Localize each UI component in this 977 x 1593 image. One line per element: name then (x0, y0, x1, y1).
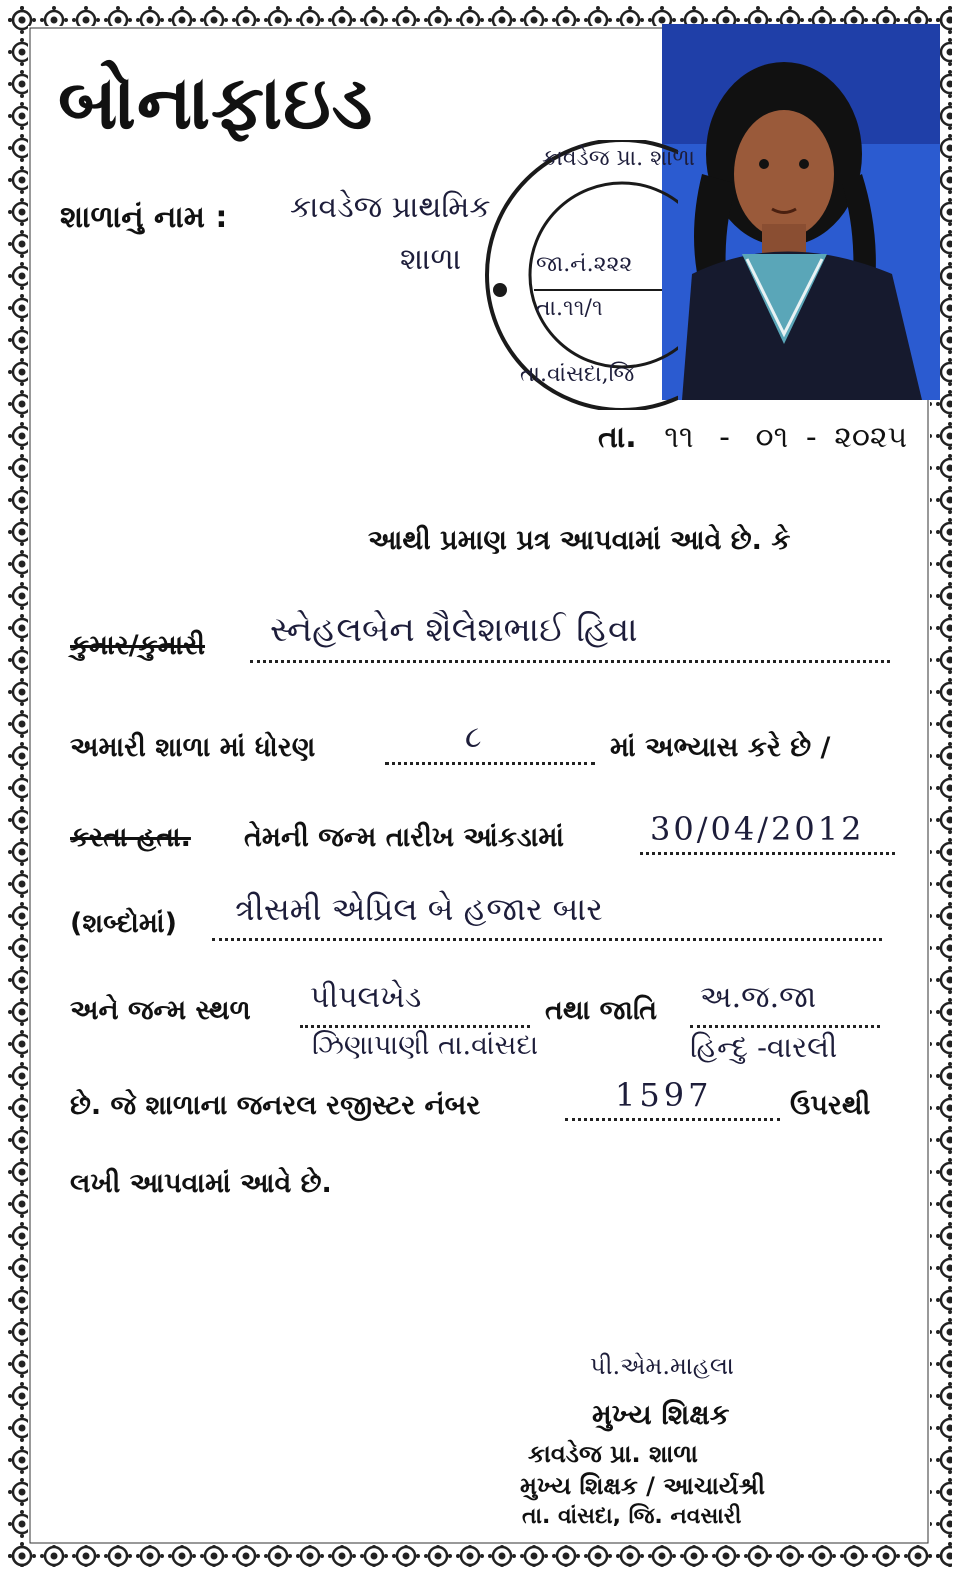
date-day: ૧૧ (664, 420, 694, 455)
caste-line2: હિન્દુ -વારલી (690, 1030, 838, 1064)
stamp-bottom-text: તા.વાંસદા,જિ (520, 362, 635, 387)
dob-dots (640, 852, 895, 855)
caste-value: અ.જ.જા (700, 980, 817, 1015)
birthplace-line2: ઝિણાપાણી તા.વાંસદા (312, 1030, 539, 1061)
dob-words: ત્રીસમી એપ્રિલ બે હજાર બાર (235, 890, 603, 928)
dob-label: તેમની જન્મ તારીખ આંકડામાં (244, 822, 565, 853)
dob-words-label: (શબ્દોમાં) (70, 908, 177, 939)
date-prefix: તા. (598, 420, 637, 455)
standard-suffix: માં અભ્યાસ કરે છે / (610, 732, 831, 763)
was-studying-label: કરતા હતા. (70, 822, 191, 853)
caste-dots (690, 1025, 880, 1028)
signature-stamp-line1: કાવડેજ પ્રા. શાળા (528, 1440, 698, 1468)
birthplace-dots (300, 1025, 530, 1028)
closing-line: લખી આપવામાં આવે છે. (70, 1168, 332, 1199)
stamp-top-text: કાવડેજ પ્રા. શાળા (542, 146, 696, 171)
head-teacher-title: મુખ્ય શિક્ષક (592, 1398, 730, 1431)
kumar-kumari-label: કુમાર/કુમારી (70, 630, 205, 661)
register-prefix: છે. જે શાળાના જનરલ રજીસ્ટર નંબર (70, 1090, 481, 1121)
school-name-line1: કાવડેજ પ્રાથમિક (290, 190, 491, 225)
register-dots (565, 1118, 780, 1121)
student-photo (662, 24, 940, 400)
caste-label: તથા જાતિ (545, 995, 657, 1026)
certificate-intro: આથી પ્રમાણ પ્રત્ર આપવામાં આવે છે. કે (368, 525, 791, 556)
standard-value: ૮ (465, 720, 482, 755)
birthplace-label: અને જન્મ સ્થળ (70, 995, 251, 1026)
school-stamp (472, 140, 696, 410)
stamp-reg-no: જા.નં.૨૨૨ (536, 252, 633, 277)
birthplace-value: પીપલખેડ (310, 980, 422, 1015)
standard-dots (385, 762, 595, 765)
signature-stamp-line2: મુખ્ય શિક્ષક / આચાર્યશ્રી (520, 1472, 765, 1500)
dob-words-dots (212, 938, 882, 941)
school-name-line2: શાળા (400, 242, 462, 277)
student-name: સ્નેહલબેન શૈલેશભાઈ હિવા (270, 610, 638, 650)
date-month: ૦૧ (755, 420, 789, 455)
portrait-image (662, 24, 940, 400)
dob-value: 30/04/2012 (650, 810, 865, 848)
register-number: 1597 (615, 1076, 713, 1114)
stamp-date: તા.૧૧/૧ (536, 296, 603, 321)
standard-label: અમારી શાળા માં ધોરણ (70, 732, 316, 763)
page-title: બોનાફાઇડ (58, 60, 374, 146)
date-year: ૨૦૨૫ (834, 420, 908, 455)
register-suffix: ઉપરથી (790, 1090, 871, 1121)
signature-stamp-line3: તા. વાંસદા, જિ. નવસારી (522, 1504, 742, 1529)
issue-date: તા. ૧૧ - ૦૧ - ૨૦૨૫ (598, 420, 908, 455)
student-name-dots (250, 660, 890, 663)
school-name-label: શાળાનું નામ : (60, 200, 228, 235)
handwritten-signature: પી.એમ.માહલા (590, 1352, 734, 1380)
